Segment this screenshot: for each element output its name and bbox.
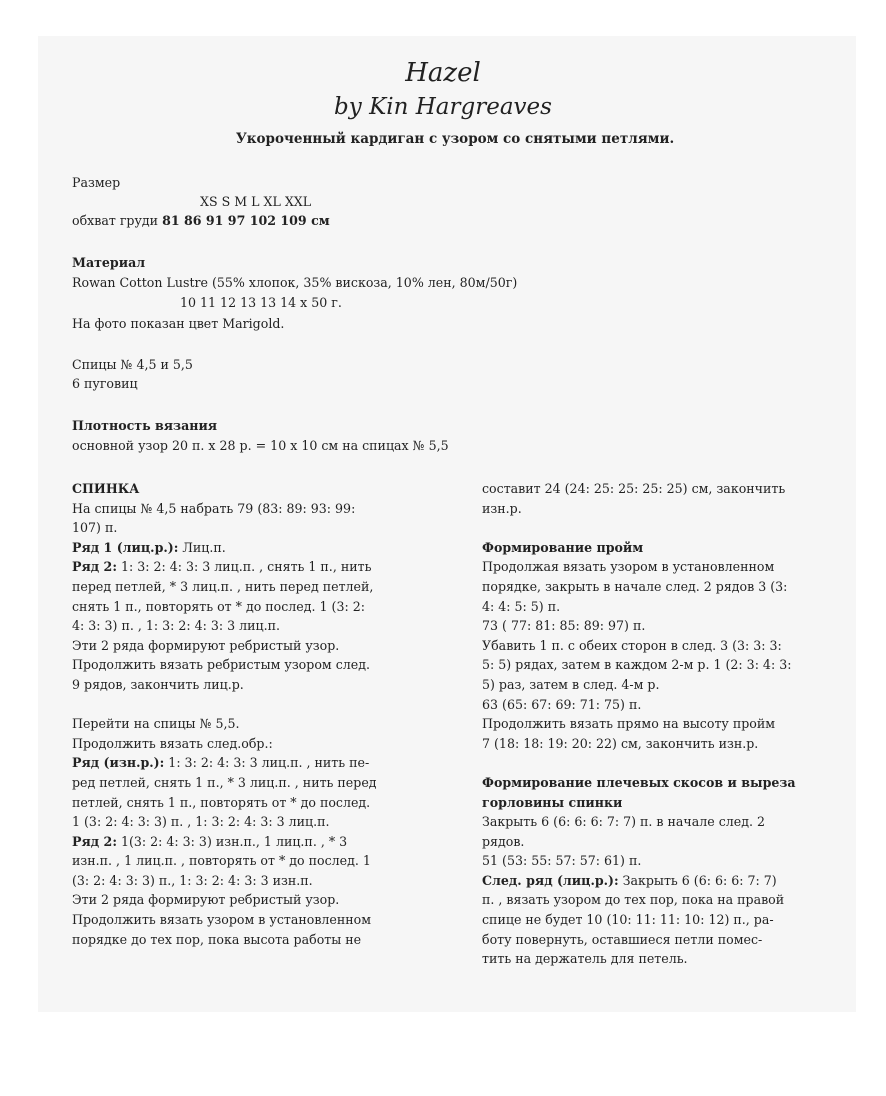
material-amounts: 10 11 12 13 13 14 х 50 г. bbox=[180, 295, 342, 310]
text-line bbox=[72, 890, 432, 910]
text-line bbox=[482, 851, 842, 871]
bold-label: Ряд 1 (лиц.р.): bbox=[72, 539, 179, 555]
text-line bbox=[482, 714, 842, 734]
text-line bbox=[72, 832, 432, 852]
line-text: Продолжить вязать след.обр.: bbox=[72, 735, 273, 751]
line-text: 1 (3: 2: 4: 3: 3) п. , 1: 3: 2: 4: 3: 3 лиц.п. bbox=[72, 814, 330, 830]
chest-row bbox=[72, 213, 330, 229]
text-line bbox=[482, 597, 842, 617]
line-text: 107) п. bbox=[72, 520, 118, 536]
text-line bbox=[482, 890, 842, 910]
bold-label: Ряд (изн.р.): bbox=[72, 755, 165, 771]
text-line bbox=[482, 577, 842, 597]
line-text: Закрыть 6 (6: 6: 6: 7: 7) bbox=[618, 872, 777, 888]
text-line bbox=[72, 616, 432, 636]
line-text: перед петлей, * 3 лиц.п. , нить перед петлей, bbox=[72, 578, 374, 594]
text-line bbox=[482, 773, 842, 793]
line-text: 1: 3: 2: 4: 3: 3 лиц.п. , снять 1 п., нить bbox=[116, 559, 372, 575]
line-text: Убавить 1 п. с обеих сторон в след. 3 (3: 3: 3: bbox=[482, 637, 782, 653]
line-text: составит 24 (24: 25: 25: 25: 25) см, закончить bbox=[482, 481, 786, 496]
line-text: Продолжить вязать прямо на высоту пройм bbox=[482, 716, 776, 732]
chest-values: 81 86 91 97 102 109 см bbox=[162, 213, 330, 228]
text-line bbox=[72, 518, 432, 538]
text-line bbox=[482, 479, 842, 499]
line-text: изн.п. , 1 лиц.п. , повторять от * до послед. 1 bbox=[72, 853, 371, 869]
text-line bbox=[72, 655, 432, 675]
left-column bbox=[72, 479, 432, 949]
line-text: Продолжить вязать ребристым узором след. bbox=[72, 657, 370, 673]
line-text: 1(3: 2: 4: 3: 3) изн.п., 1 лиц.п. , * 3 bbox=[116, 833, 348, 849]
text-line bbox=[72, 871, 432, 891]
line-text: 73 ( 77: 81: 85: 89: 97) п. bbox=[482, 618, 646, 634]
line-text: Перейти на спицы № 5,5. bbox=[72, 716, 240, 732]
buttons-line: 6 пуговиц bbox=[72, 376, 138, 391]
text-line bbox=[482, 518, 842, 538]
text-line bbox=[72, 695, 432, 715]
pattern-author: by Kin Hargreaves bbox=[334, 94, 552, 120]
text-line bbox=[72, 499, 432, 519]
bold-label: горловины спинки bbox=[482, 794, 623, 810]
line-text: Продолжая вязать узором в установленном bbox=[482, 559, 775, 575]
text-line bbox=[482, 753, 842, 773]
line-text: 4: 4: 5: 5) п. bbox=[482, 598, 561, 614]
gauge-text: основной узор 20 п. х 28 р. = 10 х 10 см на спицах № 5,5 bbox=[72, 438, 449, 453]
bold-label: Формирование плечевых скосов и выреза bbox=[482, 774, 796, 790]
line-text: 63 (65: 67: 69: 71: 75) п. bbox=[482, 696, 642, 712]
text-line bbox=[482, 616, 842, 636]
line-text: п. , вязать узором до тех пор, пока на правой bbox=[482, 892, 785, 908]
text-line bbox=[72, 753, 432, 773]
text-line bbox=[72, 479, 432, 499]
line-text: изн.р. bbox=[482, 500, 522, 516]
line-text: порядке до тех пор, пока высота работы не bbox=[72, 931, 362, 947]
bold-label: Ряд 2: bbox=[72, 559, 117, 575]
bold-label: Ряд 2: bbox=[72, 833, 117, 849]
line-text: 4: 3: 3) п. , 1: 3: 2: 4: 3: 3 лиц.п. bbox=[72, 618, 281, 634]
text-line bbox=[72, 597, 432, 617]
line-text: 1: 3: 2: 4: 3: 3 лиц.п. , нить пе- bbox=[164, 755, 370, 771]
line-text: 7 (18: 18: 19: 20: 22) см, закончить изн.р. bbox=[482, 735, 759, 751]
text-line bbox=[72, 675, 432, 695]
text-line bbox=[72, 930, 432, 950]
line-text: Продолжить вязать узором в установленном bbox=[72, 912, 372, 928]
line-text: боту повернуть, оставшиеся петли помес- bbox=[482, 931, 763, 947]
text-line bbox=[482, 655, 842, 675]
text-line bbox=[72, 734, 432, 754]
text-line bbox=[72, 577, 432, 597]
right-column bbox=[482, 479, 842, 969]
text-line bbox=[482, 949, 842, 969]
gauge-heading: Плотность вязания bbox=[72, 418, 218, 433]
line-text: На спицы № 4,5 набрать 79 (83: 89: 93: 99: bbox=[72, 500, 356, 516]
text-line bbox=[482, 675, 842, 695]
text-line bbox=[482, 734, 842, 754]
text-line bbox=[482, 499, 842, 519]
line-text: тить на держатель для петель. bbox=[482, 951, 688, 967]
line-text: 9 рядов, закончить лиц.р. bbox=[72, 676, 244, 692]
line-text: петлей, снять 1 п., повторять от * до послед. bbox=[72, 794, 371, 810]
text-line bbox=[72, 557, 432, 577]
material-yarn: Rowan Cotton Lustre (55% хлопок, 35% вискоза, 10% лен, 80м/50г) bbox=[72, 275, 518, 290]
text-line bbox=[482, 636, 842, 656]
needles-line: Спицы № 4,5 и 5,5 bbox=[72, 357, 193, 372]
line-text: Закрыть 6 (6: 6: 6: 7: 7) п. в начале след. 2 bbox=[482, 814, 765, 830]
line-text: порядке, закрыть в начале след. 2 рядов 3 (3: bbox=[482, 578, 788, 594]
line-text: рядов. bbox=[482, 833, 525, 849]
line-text: 5: 5) рядах, затем в каждом 2-м р. 1 (2: 3: 4: 3: bbox=[482, 657, 792, 673]
line-text: 51 (53: 55: 57: 57: 61) п. bbox=[482, 853, 642, 869]
text-line bbox=[482, 557, 842, 577]
pattern-title: Hazel bbox=[405, 58, 481, 88]
bold-label: След. ряд (лиц.р.): bbox=[482, 872, 619, 888]
line-text: Эти 2 ряда формируют ребристый узор. bbox=[72, 892, 340, 908]
text-line bbox=[72, 910, 432, 930]
text-line bbox=[72, 538, 432, 558]
text-line bbox=[72, 773, 432, 793]
line-text: спице не будет 10 (10: 11: 11: 10: 12) п., ра- bbox=[482, 912, 774, 928]
text-line bbox=[482, 910, 842, 930]
text-line bbox=[72, 812, 432, 832]
size-heading: Размер bbox=[72, 175, 121, 190]
line-text: (3: 2: 4: 3: 3) п., 1: 3: 2: 4: 3: 3 изн.п. bbox=[72, 872, 313, 888]
sizes-row: XS S M L XL XXL bbox=[200, 194, 312, 209]
line-text: ред петлей, снять 1 п., * 3 лиц.п. , нить перед bbox=[72, 774, 377, 790]
material-photo-color: На фото показан цвет Marigold. bbox=[72, 316, 285, 331]
bold-label: Формирование пройм bbox=[482, 539, 644, 555]
text-line bbox=[482, 695, 842, 715]
text-line bbox=[72, 636, 432, 656]
text-line bbox=[482, 832, 842, 852]
text-line bbox=[72, 793, 432, 813]
bold-label: СПИНКА bbox=[72, 481, 140, 496]
text-line bbox=[72, 714, 432, 734]
pattern-subtitle: Укороченный кардиган с узором со снятыми петлями. bbox=[235, 131, 675, 147]
text-line bbox=[72, 851, 432, 871]
text-line bbox=[482, 871, 842, 891]
line-text: снять 1 п., повторять от * до послед. 1 (3: 2: bbox=[72, 598, 365, 614]
chest-label: обхват груди bbox=[72, 213, 159, 228]
text-line bbox=[482, 930, 842, 950]
line-text: Лиц.п. bbox=[178, 539, 226, 555]
text-line bbox=[482, 812, 842, 832]
material-heading: Материал bbox=[72, 255, 146, 270]
text-line bbox=[482, 538, 842, 558]
text-line bbox=[482, 793, 842, 813]
line-text: Эти 2 ряда формируют ребристый узор. bbox=[72, 637, 340, 653]
line-text: 5) раз, затем в след. 4-м р. bbox=[482, 676, 660, 692]
